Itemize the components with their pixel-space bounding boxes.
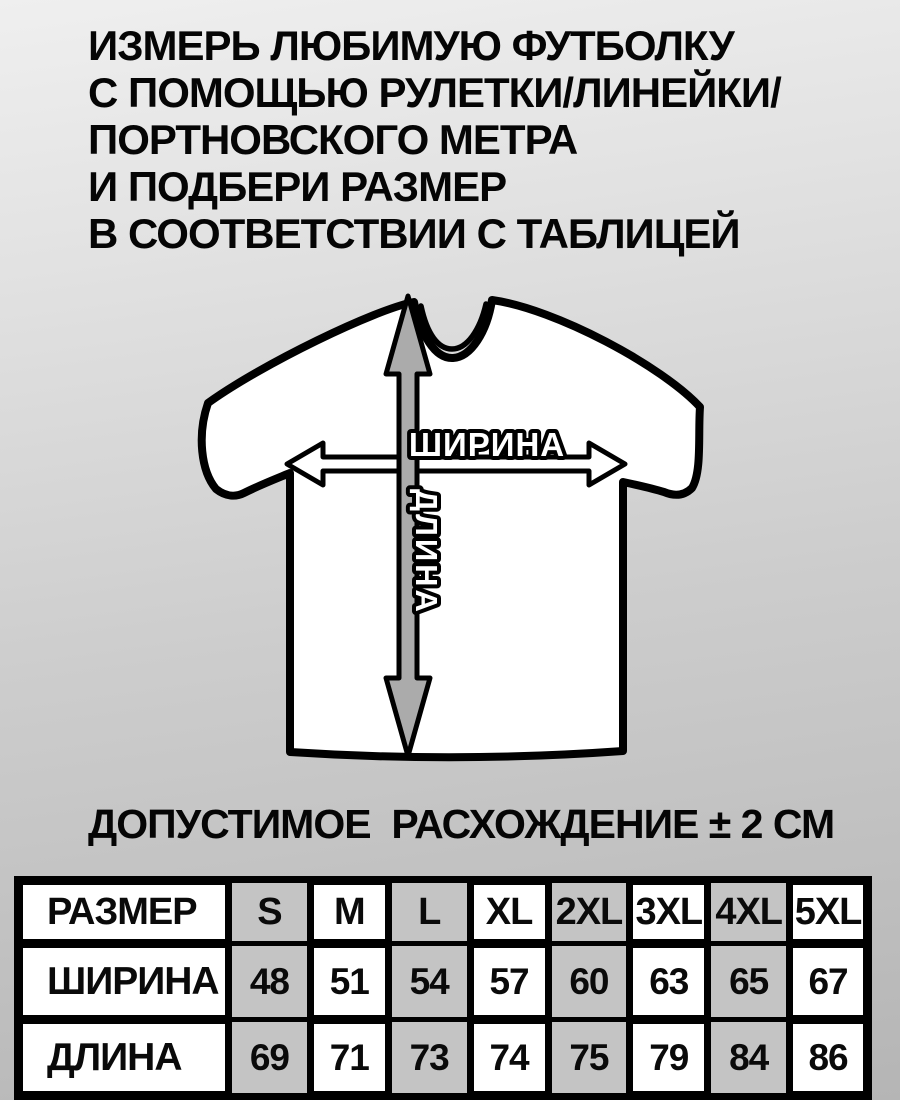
width-value-cell: 54 [389,944,469,1020]
title-line: И ПОДБЕРИ РАЗМЕР [88,163,507,210]
length-value-cell: 84 [709,1020,789,1097]
size-column-header: L [389,880,469,944]
tshirt-measurement-diagram [190,282,710,782]
title-line: ПОРТНОВСКОГО МЕТРА [88,116,578,163]
size-column-header: 2XL [549,880,629,944]
width-value-cell: 57 [469,944,549,1020]
width-value-cell: 60 [549,944,629,1020]
size-table-header-row [18,880,869,944]
length-value-cell: 73 [389,1020,469,1097]
size-table [14,876,872,1100]
length-row [18,1020,869,1097]
width-value-cell: 65 [709,944,789,1020]
length-label: ДЛИНА [409,489,444,615]
width-value-cell: 67 [789,944,869,1020]
title-line: С ПОМОЩЬЮ РУЛЕТКИ/ЛИНЕЙКИ/ [88,69,781,116]
length-value-cell: 79 [629,1020,709,1097]
length-value-cell: 71 [309,1020,389,1097]
length-value-cell: 86 [789,1020,869,1097]
size-column-header: S [230,880,310,944]
size-column-header: 3XL [629,880,709,944]
page-title [88,22,781,257]
title-line: ИЗМЕРЬ ЛЮБИМУЮ ФУТБОЛКУ [88,22,734,69]
width-value-cell: 63 [629,944,709,1020]
size-column-header: РАЗМЕР [18,880,230,944]
size-column-header: XL [469,880,549,944]
length-value-cell: 69 [230,1020,310,1097]
length-value-cell: 74 [469,1020,549,1097]
width-label: ШИРИНА [408,426,566,463]
width-value-cell: 51 [309,944,389,1020]
tshirt-diagram-svg [190,282,710,782]
width-row [18,944,869,1020]
width-row-label: ШИРИНА [18,944,230,1020]
size-column-header: 4XL [709,880,789,944]
size-column-header: M [309,880,389,944]
title-line: В СООТВЕТСТВИИ С ТАБЛИЦЕЙ [88,210,740,257]
width-value-cell: 48 [230,944,310,1020]
length-row-label: ДЛИНА [18,1020,230,1097]
size-column-header: 5XL [789,880,869,944]
length-value-cell: 75 [549,1020,629,1097]
tshirt-outline [202,300,700,757]
tolerance-note: ДОПУСТИМОЕ РАСХОЖДЕНИЕ ± 2 СМ [88,801,835,847]
